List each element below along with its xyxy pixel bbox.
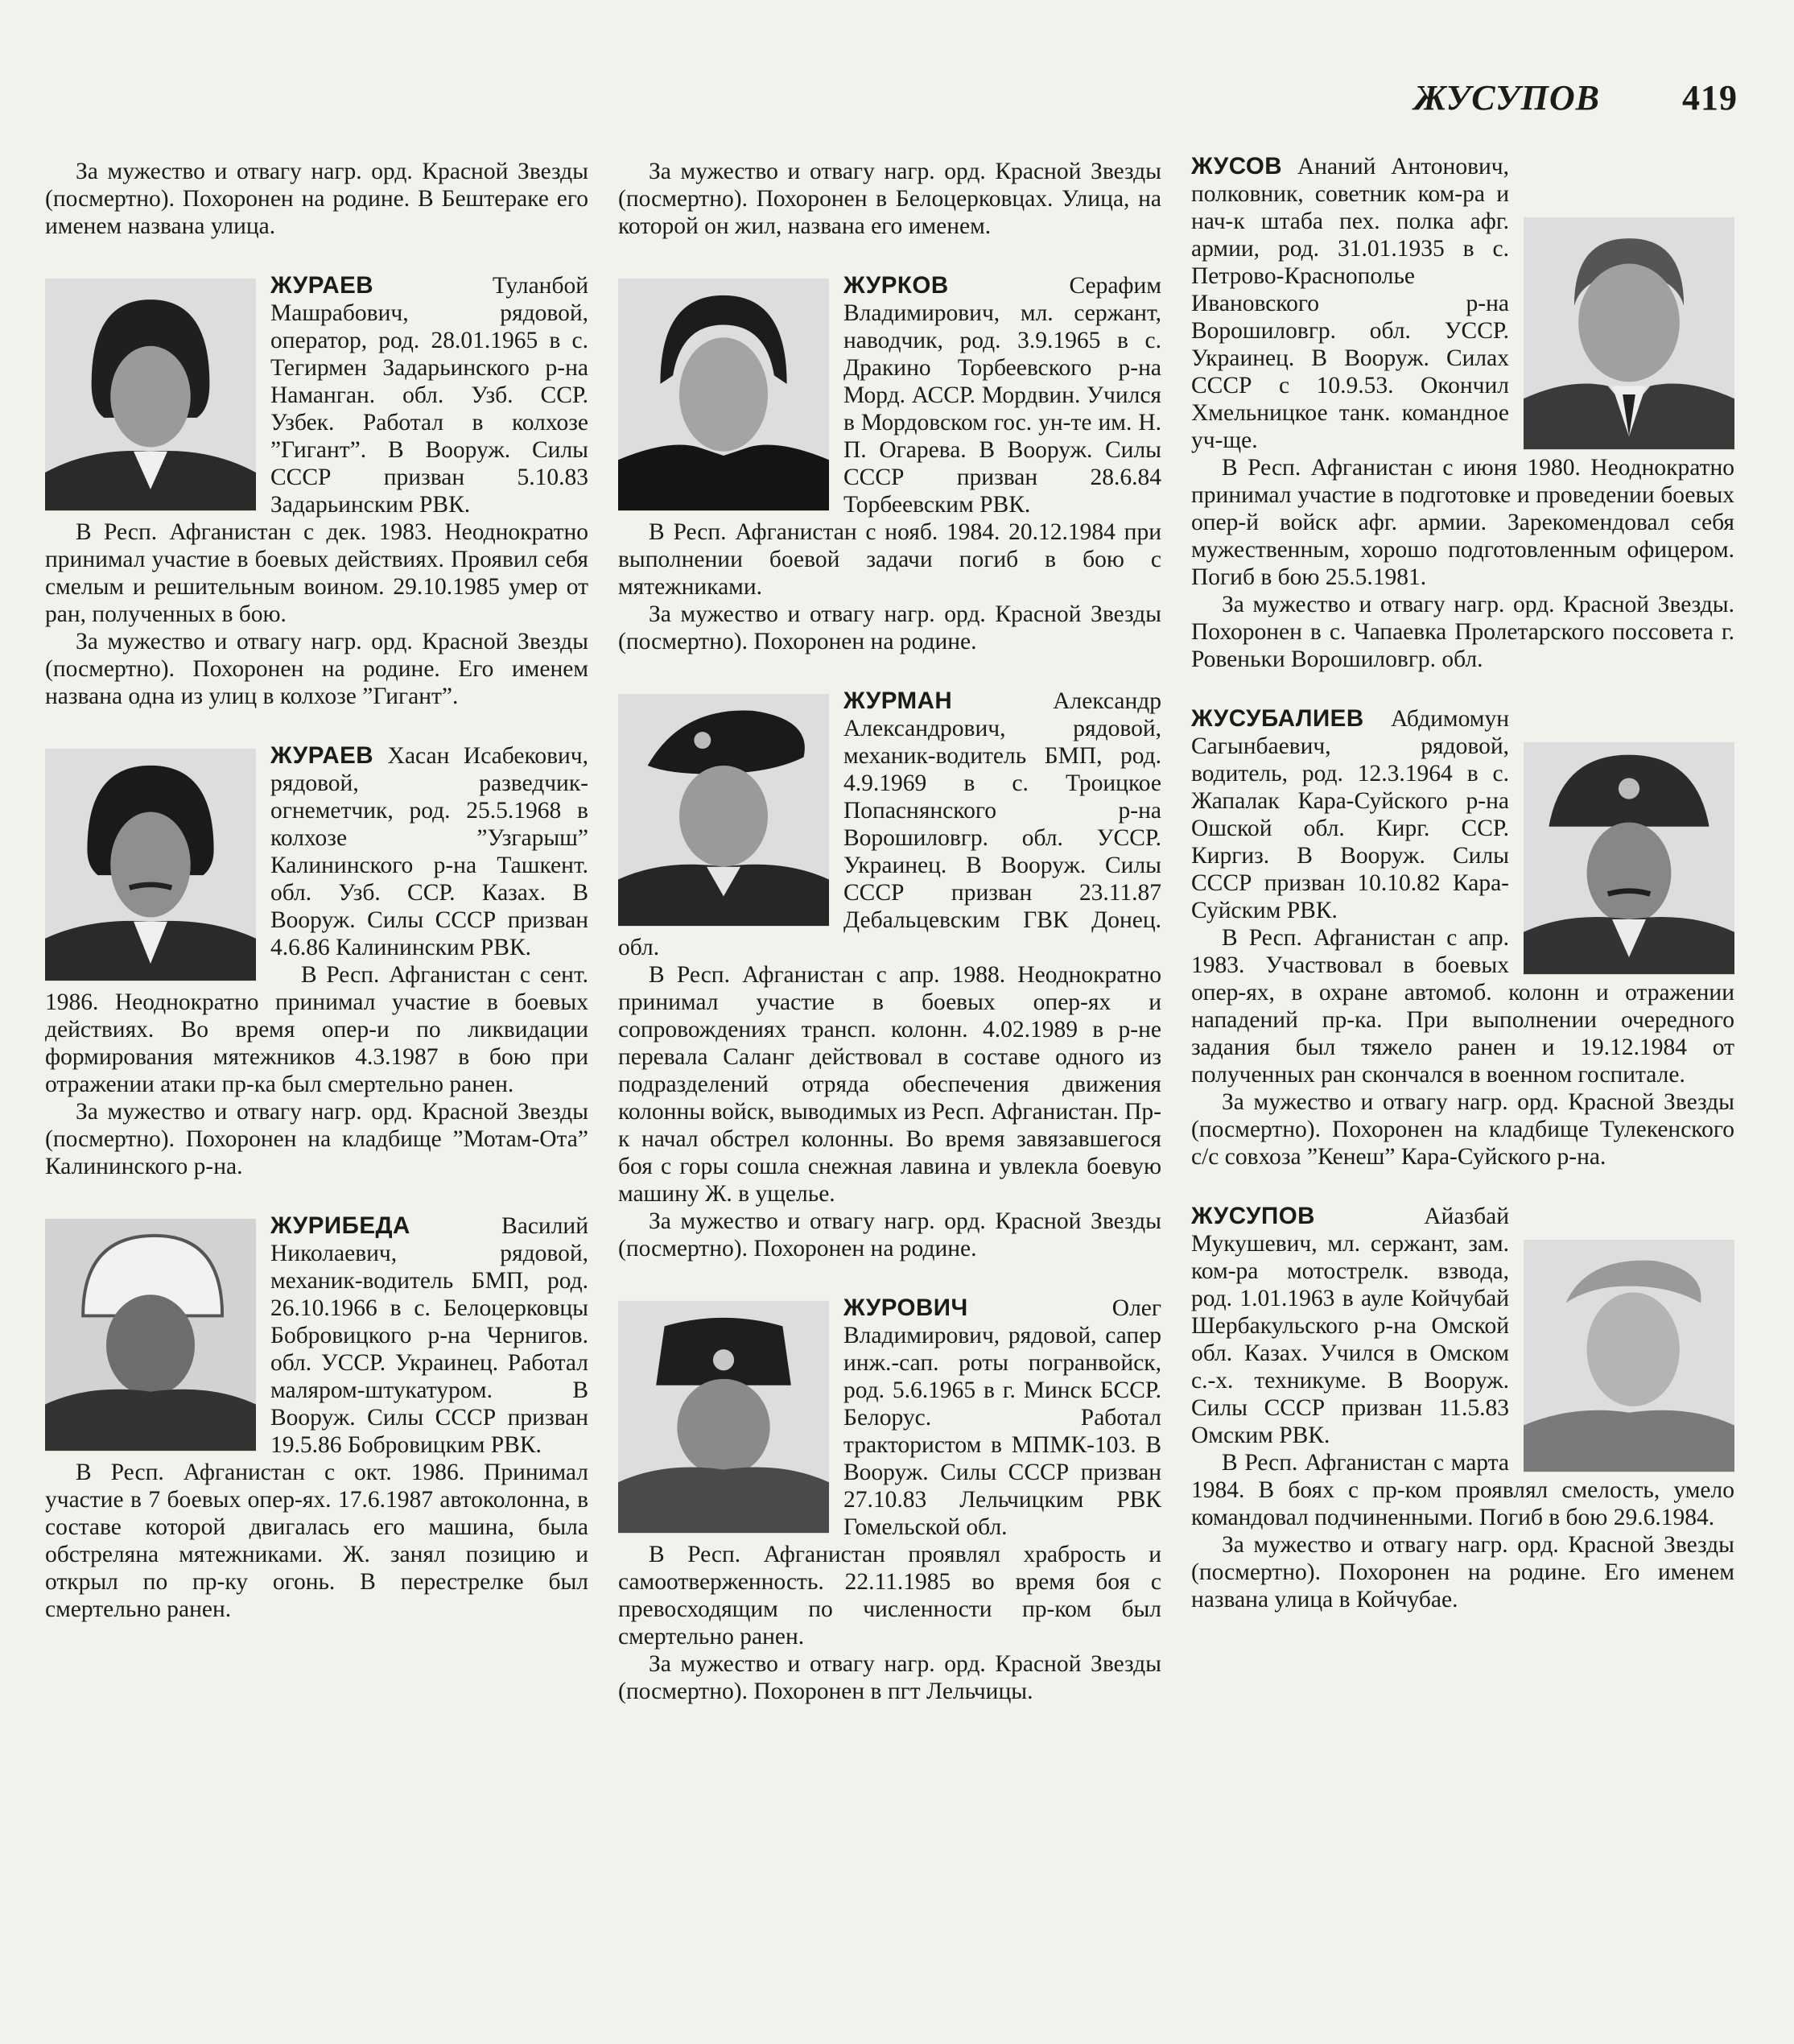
entry-paragraph: В Респ. Афганистан с дек. 1983. Неоднократно принимал участие в боевых действиях. Проявил себя смелым и решительным воином. 29.10.1985 умер от ран, полученных в бою. bbox=[45, 519, 588, 627]
entry-lead-text: Абдимомун Сагынбаевич, рядовой, водитель, род. 12.3.1964 в с. Жапалак Кара-Суйского р-на Ошской обл. Кирг. ССР. Киргиз. В Вооруж. Силы СССР призван 10.10.82 Кара-Суйским РВК. bbox=[1191, 706, 1509, 923]
running-head-surname: ЖУСУПОВ bbox=[1413, 78, 1600, 118]
entry-lead-text: Туланбой Машрабович, рядовой, оператор, род. 28.01.1965 в с. Тегирмен Задарьинского р-на Наманган. обл. Узб. ССР. Узбек. Работал в колхозе ”Гигант”. В Вооруж. Силы СССР призван 5.10.83 Задарьинским РВК. bbox=[270, 273, 588, 518]
portrait-photo bbox=[618, 692, 829, 927]
entry-paragraph: В Респ. Афганистан с апр. 1983. Участвовал в боевых опер-ях, в охране автомоб. колонн и отражении нападений пр-ка. При выполнении очередного задания был тяжело ранен и 19.12.1984 от полученных ран скончался в военном госпитале. bbox=[1191, 925, 1734, 1088]
portrait-photo bbox=[618, 277, 829, 512]
page-number: 419 bbox=[1682, 78, 1738, 118]
entry-lead-text: Айазбай Мукушевич, мл. сержант, зам. ком-ра мотострелк. взвода, род. 1.01.1963 в ауле Койчубай Шербакульского р-на Омской обл. Казах. Учился в Омском с.-х. техникуме. В Вооруж. Силы СССР призван 11.5.83 Омским РВК. bbox=[1191, 1204, 1509, 1448]
entry-paragraph: За мужество и отвагу нагр. орд. Красной Звезды (посмертно). Похоронен на родине. bbox=[618, 601, 1161, 654]
entry-surname: ЖУСУБАЛИЕВ bbox=[1191, 705, 1364, 732]
portrait-photo bbox=[45, 1217, 256, 1452]
entry-paragraph: За мужество и отвагу нагр. орд. Красной Звезды (посмертно). Похоронен в Белоцерковцах. Улица, на которой он жил, названа его именем. bbox=[618, 159, 1161, 239]
entry-zhuraev-khasan bbox=[45, 742, 588, 1180]
entry-zhusupov bbox=[1191, 1203, 1734, 1613]
entry-paragraph: В Респ. Афганистан с нояб. 1984. 20.12.1984 при выполнении боевой задачи погиб в бою с мятежниками. bbox=[618, 519, 1161, 600]
entry-continuation bbox=[45, 158, 588, 240]
entry-paragraph: За мужество и отвагу нагр. орд. Красной Звезды (посмертно). Похоронен на родине. Его именем названа одна из улиц в колхозе ”Гигант”. bbox=[45, 629, 588, 709]
entry-zhurkov bbox=[618, 272, 1161, 655]
entry-surname: ЖУРКОВ bbox=[843, 272, 949, 299]
entry-surname: ЖУРИБЕДА bbox=[270, 1212, 410, 1239]
entry-zhuribeda bbox=[45, 1212, 588, 1623]
entry-paragraph: За мужество и отвагу нагр. орд. Красной Звезды (посмертно). Похоронен на кладбище ”Мотам-Ота” Калининского р-на. bbox=[45, 1099, 588, 1179]
entry-paragraph: За мужество и отвагу нагр. орд. Красной Звезды (посмертно). Похоронен на кладбище Тулекенского с/с совхоза ”Кенеш” Кара-Суйского р-на. bbox=[1191, 1089, 1734, 1170]
portrait-photo bbox=[1524, 1238, 1734, 1473]
entry-paragraph: За мужество и отвагу нагр. орд. Красной Звезды (посмертно). Похоронен на родине. bbox=[618, 1208, 1161, 1261]
entry-surname: ЖУСОВ bbox=[1191, 153, 1283, 180]
entry-paragraph: В Респ. Афганистан проявлял храбрость и самоотверженность. 22.11.1985 во время боя с превосходящим по численности пр-ком был смертельно ранен. bbox=[618, 1542, 1161, 1650]
entry-paragraph: В Респ. Афганистан с окт. 1986. Принимал участие в 7 боевых опер-ях. 17.6.1987 автоколонна, в составе которой двигалась его машина, была обстреляна мятежниками. Ж. занял позицию и открыл по пр-ку огонь. В перестрелке был смертельно ранен. bbox=[45, 1460, 588, 1622]
entry-surname: ЖУРМАН bbox=[843, 688, 953, 714]
entry-lead-text: Ананий Антонович, полковник, советник ком-ра и нач-к штаба пех. полка афг. армии, род. 31.01.1935 в с. Петрово-Краснополье Ивановского р-на Ворошиловгр. обл. УССР. Украинец. В Вооруж. Силах СССР с 10.9.53. Окончил Хмельницкое танк. командное уч-ще. bbox=[1191, 154, 1509, 453]
entry-paragraph: В Респ. Афганистан с июня 1980. Неоднократно принимал участие в подготовке и проведении боевых опер-й войск афг. армии. Зарекомендовал себя мужественным, хорошо подготовленным офицером. Погиб в бою 25.5.1981. bbox=[1191, 455, 1734, 590]
entry-surname: ЖУРАЕВ bbox=[270, 742, 374, 769]
column-2 bbox=[618, 158, 1161, 1737]
entry-paragraph: В Респ. Афганистан с марта 1984. В боях с пр-ком проявлял смелость, умело командовал подчиненными. Погиб в бою 29.6.1984. bbox=[1191, 1450, 1734, 1530]
portrait-photo bbox=[1524, 741, 1734, 976]
entry-zhurman bbox=[618, 688, 1161, 1262]
entry-zhusov bbox=[1191, 153, 1734, 673]
entry-lead-text: Василий Николаевич, рядовой, механик-водитель БМП, род. 26.10.1966 в с. Белоцерковцы Бобровицкого р-на Чернигов. обл. УССР. Украинец. Работал маляром-штукатуром. В Вооруж. Силы СССР призван 19.5.86 Бобровицким РВК. bbox=[270, 1213, 588, 1458]
entry-paragraph: За мужество и отвагу нагр. орд. Красной Звезды (посмертно). Похоронен на родине. Его именем названа улица в Койчубае. bbox=[1191, 1532, 1734, 1612]
entry-lead-text: Олег Владимирович, рядовой, сапер инж.-сап. роты погранвойск, род. 5.6.1965 в г. Минск БССР. Белорус. Работал трактористом в МПМК-103. В Вооруж. Силы СССР призван 27.10.83 Лельчицким РВК Гомельской обл. bbox=[843, 1295, 1161, 1540]
entry-paragraph: В Респ. Афганистан с сент. 1986. Неоднократно принимал участие в боевых действиях. Во время опер-и по ликвидации формирования мятежников 4.3.1987 в бою при отражении атаки пр-ка был смертельно ранен. bbox=[45, 962, 588, 1097]
column-3 bbox=[1191, 153, 1734, 1646]
entry-paragraph: За мужество и отвагу нагр. орд. Красной Звезды. Похоронен в с. Чапаевка Пролетарского поссовета г. Ровеньки Ворошиловгр. обл. bbox=[1191, 592, 1734, 672]
portrait-photo bbox=[1524, 216, 1734, 451]
entry-continuation bbox=[618, 158, 1161, 240]
entry-zhuraev-tulanboi bbox=[45, 272, 588, 710]
portrait-photo bbox=[45, 747, 256, 982]
entry-lead-text: Серафим Владимирович, мл. сержант, наводчик, род. 3.9.1965 в с. Дракино Торбеевского р-на Морд. АССР. Мордвин. Учился в Мордовском гос. ун-те им. Н. П. Огарева. В Вооруж. Силы СССР призван 28.6.84 Торбеевским РВК. bbox=[843, 273, 1161, 518]
entry-surname: ЖУРАЕВ bbox=[270, 272, 374, 299]
page-header bbox=[1414, 77, 1738, 118]
entry-zhusubaliev bbox=[1191, 705, 1734, 1171]
entry-lead-text: Хасан Исабекович, рядовой, разведчик-огнеметчик, род. 25.5.1968 в колхозе ”Узгарыш” Калининского р-на Ташкент. обл. Узб. ССР. Казах. В Вооруж. Силы СССР призван 4.6.86 Калининским РВК. bbox=[270, 743, 588, 960]
entry-surname: ЖУРОВИЧ bbox=[843, 1295, 968, 1321]
column-1 bbox=[45, 158, 588, 1655]
entry-paragraph: За мужество и отвагу нагр. орд. Красной Звезды (посмертно). Похоронен на родине. В Бештераке его именем названа улица. bbox=[45, 159, 588, 239]
portrait-photo bbox=[618, 1299, 829, 1534]
entry-zhurovich bbox=[618, 1295, 1161, 1705]
portrait-photo bbox=[45, 277, 256, 512]
entry-paragraph: В Респ. Афганистан с апр. 1988. Неоднократно принимал участие в боевых опер-ях и сопровождениях трансп. колонн. 4.02.1989 в р-не перевала Саланг действовал в составе одного из подразделений отряда обеспечения движения колонны войск, выводимых из Респ. Афганистан. Пр-к начал обстрел колонны. Во время завязавшегося боя с горы сошла снежная лавина и увлекла боевую машину Ж. в ущелье. bbox=[618, 962, 1161, 1207]
entry-lead-text: Александр Александрович, рядовой, механик-водитель БМП, род. 4.9.1969 в с. Троицкое Попаснянского р-на Ворошиловгр. обл. УССР. Украинец. В Вооруж. Силы СССР призван 23.11.87 Дебальцевским ГВК Донец. обл. bbox=[618, 688, 1161, 960]
entry-paragraph: За мужество и отвагу нагр. орд. Красной Звезды (посмертно). Похоронен в пгт Лельчицы. bbox=[618, 1651, 1161, 1704]
entry-surname: ЖУСУПОВ bbox=[1191, 1203, 1315, 1229]
